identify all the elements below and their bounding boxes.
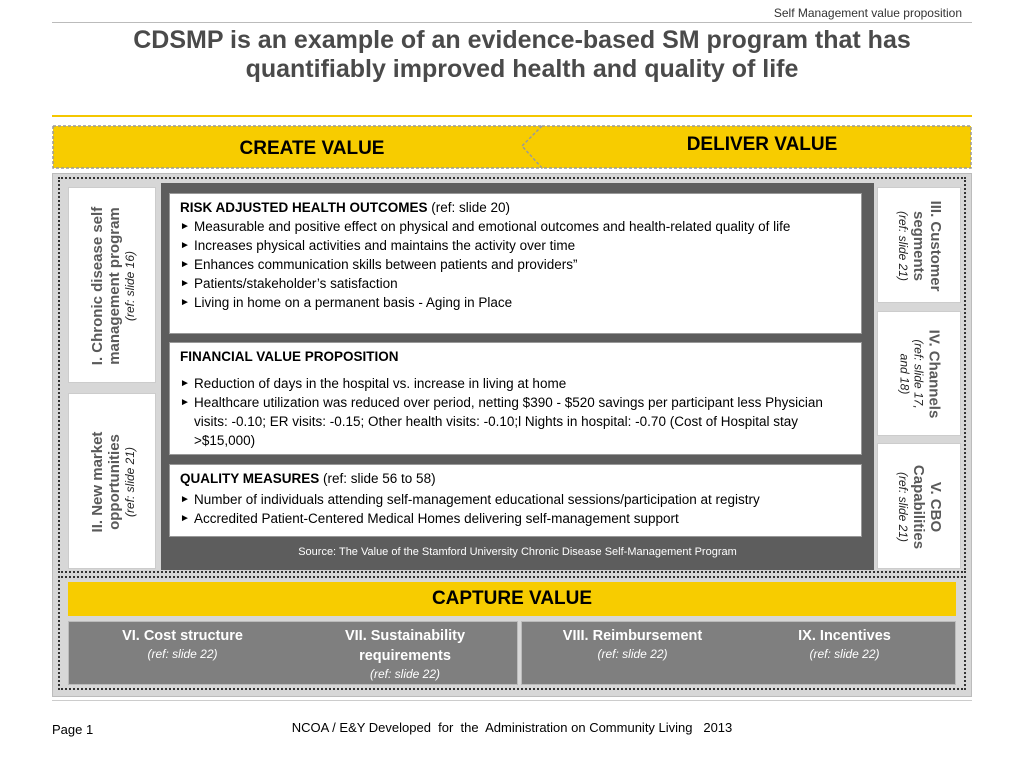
box-title-line: Capabilities — [910, 464, 927, 550]
item-title: VII. Sustainability — [344, 628, 466, 644]
box-ref: (ref: slide 21) — [896, 471, 910, 543]
reimbursement-item — [540, 626, 725, 662]
box-title-line: opportunities — [106, 434, 123, 530]
channels-box — [877, 311, 961, 436]
box-title-line: management program — [106, 207, 123, 365]
item-title: VI. Cost structure — [122, 628, 243, 644]
source-note: Source: The Value of the Stamford University Chronic Disease Self-Management Program — [298, 546, 737, 558]
item-title: VIII. Reimbursement — [562, 628, 703, 644]
box-title-line: II. New market — [89, 431, 106, 533]
cbo-capabilities-box — [877, 443, 961, 569]
card-heading — [180, 198, 853, 217]
box-ref: (ref: slide 21) — [123, 446, 137, 518]
box-title-line: I. Chronic disease self — [89, 206, 106, 366]
create-value-label: CREATE VALUE — [239, 138, 385, 159]
box-title-line: IV. Channels — [926, 329, 943, 419]
item-ref: (ref: slide 22) — [809, 647, 880, 661]
list-item: ► Patients/stakeholder’s satisfaction — [180, 274, 853, 293]
footer-credit: NCOA / E&Y Developed for the Administration on Community Living 2013 — [291, 720, 733, 735]
customer-segments-box — [877, 187, 961, 303]
card-heading-text: QUALITY MEASURES — [180, 471, 320, 486]
page-title — [60, 26, 984, 84]
list-item: ► Number of individuals attending self-management educational sessions/participation at registry — [180, 490, 853, 509]
box-title-line: segments — [910, 210, 927, 282]
box-ref: (ref: slide 21) — [896, 210, 910, 282]
quality-measures-card — [169, 464, 862, 537]
chronic-disease-program-box — [68, 187, 156, 383]
section-label: Self Management value proposition — [773, 6, 962, 20]
title-divider — [52, 115, 972, 117]
list-item: ► Accredited Patient-Centered Medical Homes delivering self-management support — [180, 509, 853, 528]
cost-structure-item — [90, 626, 275, 662]
incentives-item — [752, 626, 937, 662]
new-market-opportunities-box — [68, 393, 156, 569]
title-line-2: quantifiably improved health and quality of life — [245, 55, 799, 83]
list-item: ► Healthcare utilization was reduced over period, netting $390 - $520 savings per participant less Physician visits: -0.10; ER visits: -0.15; Other health visits: -0.10;l Nights in hospital: -0.70 (Cost of Hospital stay >$15,000) — [180, 393, 853, 450]
box-ref: (ref: slide 16) — [123, 250, 137, 322]
list-item: ► Measurable and positive effect on physical and emotional outcomes and health-related quality of life — [180, 217, 853, 236]
card-ref: (ref: slide 56 to 58) — [319, 471, 436, 486]
box-title-line: III. Customer — [927, 200, 944, 292]
bullet-list — [180, 490, 853, 528]
card-heading — [180, 347, 853, 366]
item-ref: (ref: slide 22) — [597, 647, 668, 661]
item-ref: (ref: slide 22) — [369, 667, 441, 681]
deliver-value-label: DELIVER VALUE — [686, 134, 838, 155]
list-item: ► Reduction of days in the hospital vs. increase in living at home — [180, 374, 853, 393]
list-item: ► Living in home on a permanent basis - Aging in Place — [180, 293, 853, 312]
list-item: ► Increases physical activities and maintains the activity over time — [180, 236, 853, 255]
card-heading-text: RISK ADJUSTED HEALTH OUTCOMES — [180, 200, 428, 215]
risk-adjusted-outcomes-card — [169, 193, 862, 334]
bullet-list — [180, 374, 853, 450]
box-ref: (ref: slide 17, — [912, 339, 926, 409]
card-heading — [180, 469, 853, 488]
card-ref: (ref: slide 20) — [427, 200, 511, 215]
item-title: IX. Incentives — [798, 628, 891, 644]
value-banner — [52, 124, 972, 170]
footer-divider — [52, 700, 972, 701]
header-divider — [52, 22, 972, 23]
page-number: Page 1 — [52, 722, 94, 737]
title-line-1: CDSMP is an example of an evidence-based SM program that has — [133, 26, 911, 54]
item-ref: (ref: slide 22) — [147, 647, 218, 661]
card-heading-text: FINANCIAL VALUE PROPOSITION — [180, 349, 399, 364]
bullet-list — [180, 217, 853, 312]
item-title: requirements — [359, 648, 451, 664]
box-ref: and 18) — [898, 353, 912, 395]
sustainability-requirements-item — [300, 626, 510, 682]
financial-value-card — [169, 342, 862, 455]
list-item: ► Enhances communication skills between patients and providers” — [180, 255, 853, 274]
box-title-line: V. CBO — [927, 481, 944, 533]
capture-value-bar: CAPTURE VALUE — [68, 582, 956, 616]
